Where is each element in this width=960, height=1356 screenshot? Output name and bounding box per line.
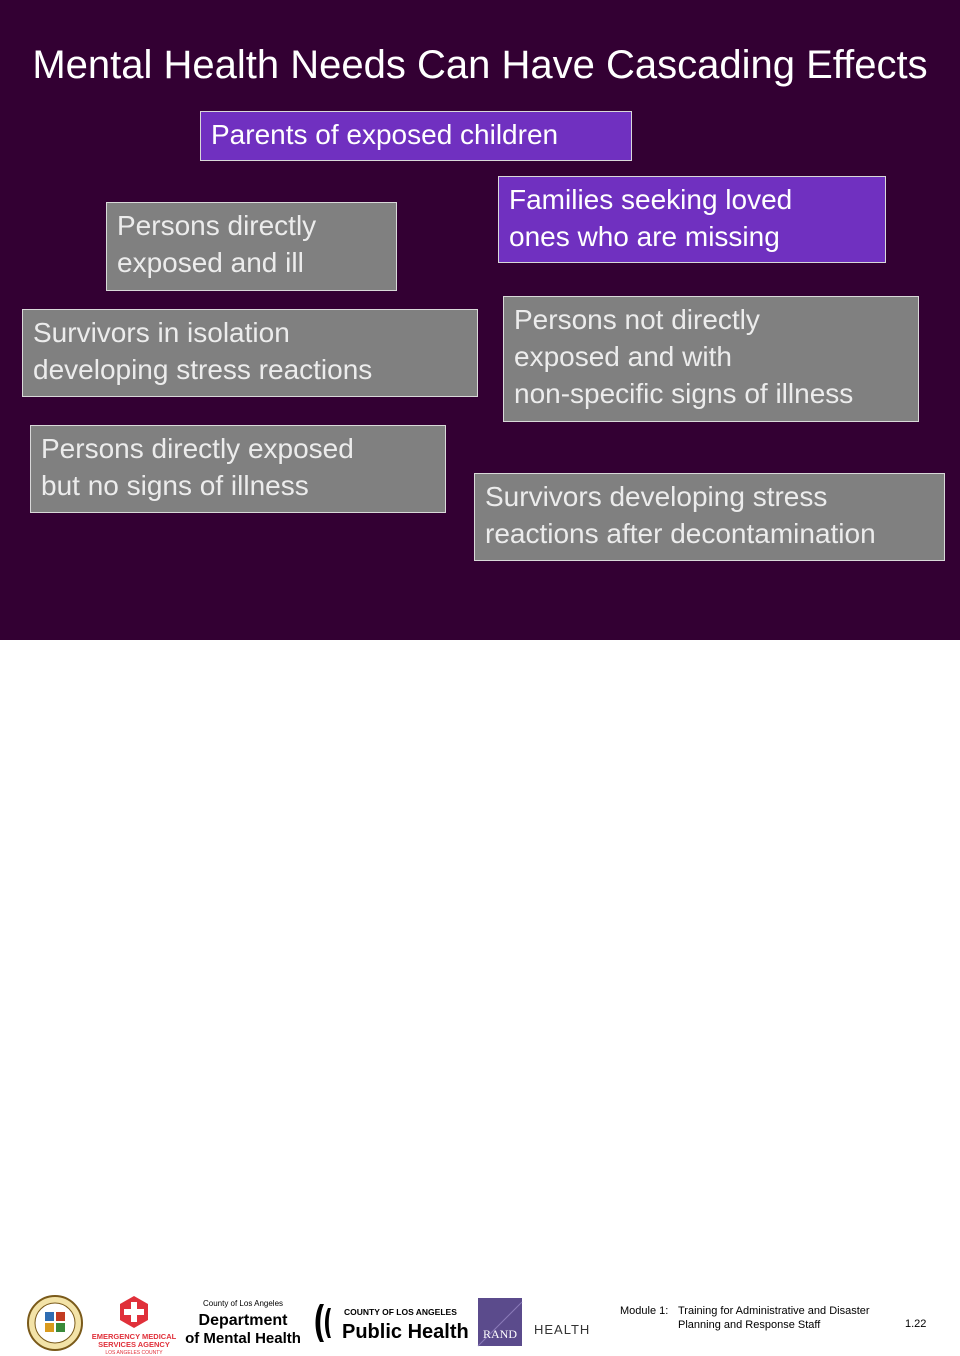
svg-text:HEALTH: HEALTH	[534, 1322, 591, 1337]
svg-text:of Mental Health: of Mental Health	[185, 1330, 301, 1347]
svg-text:Public Health: Public Health	[342, 1321, 469, 1343]
module-description: Training for Administrative and Disaster Planning and Response Staff	[678, 1305, 870, 1331]
slide-title: Mental Health Needs Can Have Cascading Effects	[32, 43, 928, 87]
rand-health-logo	[478, 1298, 591, 1346]
svg-text:LOS ANGELES COUNTY: LOS ANGELES COUNTY	[105, 1350, 163, 1356]
svg-text:County of Los Angeles: County of Los Angeles	[202, 1299, 284, 1308]
box-persons-not-directly-exposed: Persons not directly exposed and with non-specific signs of illness	[503, 296, 919, 422]
svg-text:COUNTY OF LOS ANGELES: COUNTY OF LOS ANGELES	[344, 1307, 457, 1317]
ems-agency-logo	[90, 1292, 178, 1356]
county-seal-logo	[26, 1294, 84, 1352]
box-persons-directly-exposed-and-ill: Persons directly exposed and ill	[106, 202, 397, 291]
page-number: 1.22	[905, 1318, 927, 1330]
department-of-mental-health-logo	[185, 1296, 303, 1352]
footer	[0, 640, 960, 1356]
public-health-logo	[312, 1298, 469, 1348]
svg-text:Department: Department	[198, 1312, 288, 1329]
box-parents-of-exposed-children: Parents of exposed children	[200, 111, 632, 161]
svg-text:RAND: RAND	[482, 1327, 518, 1341]
svg-text:SERVICES AGENCY: SERVICES AGENCY	[98, 1340, 170, 1349]
slide-area	[0, 0, 960, 640]
box-survivors-stress-after-decontamination: Survivors developing stress reactions after decontamination	[474, 473, 945, 561]
box-persons-directly-exposed-no-signs: Persons directly exposed but no signs of illness	[30, 425, 446, 513]
box-families-seeking-loved-ones: Families seeking loved ones who are missing	[498, 176, 886, 263]
module-label: Module 1:	[620, 1305, 669, 1317]
box-survivors-in-isolation: Survivors in isolation developing stress reactions	[22, 309, 478, 397]
svg-text:EMERGENCY MEDICAL: EMERGENCY MEDICAL	[91, 1332, 177, 1341]
